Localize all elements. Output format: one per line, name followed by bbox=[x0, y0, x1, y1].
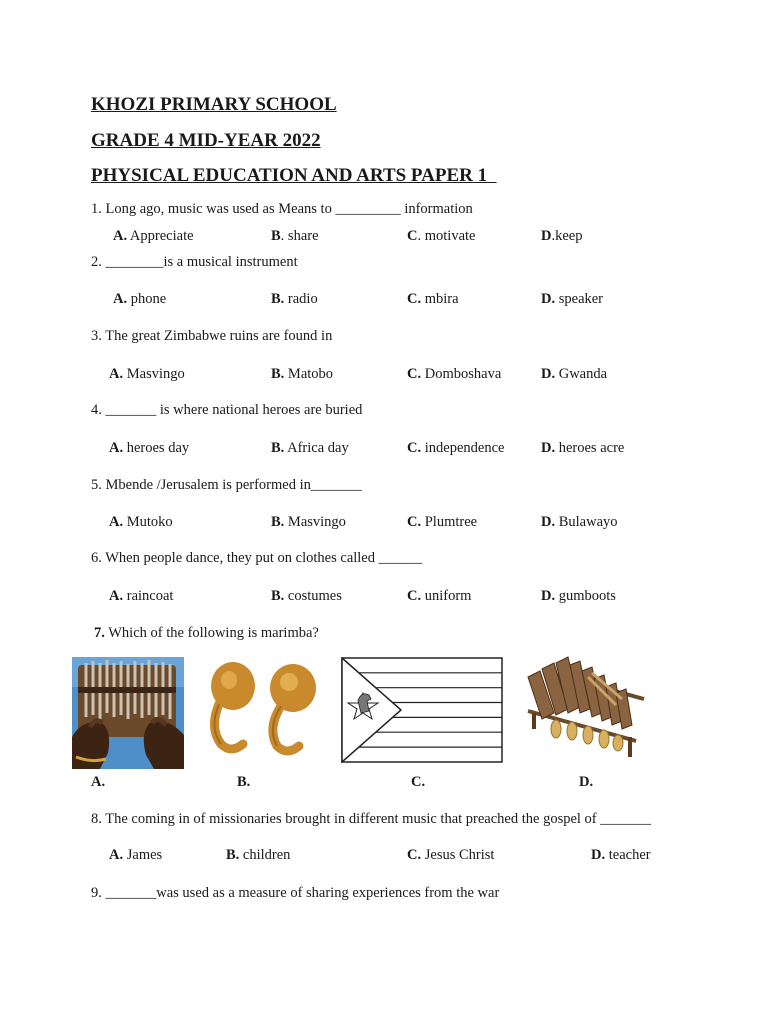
question-4-text: 4. _______ is where national heroes are buried bbox=[91, 402, 363, 418]
q3-option-b: B. Matobo bbox=[271, 366, 334, 382]
q8-option-c: C. Jesus Christ bbox=[407, 847, 495, 863]
q2-option-b: B. radio bbox=[271, 291, 318, 307]
q4-option-d: D. heroes acre bbox=[541, 440, 625, 456]
mbira-image bbox=[72, 657, 184, 769]
school-title: KHOZI PRIMARY SCHOOL bbox=[91, 94, 337, 115]
q2-option-d: D. speaker bbox=[541, 291, 604, 307]
question-7-text: 7. Which of the following is marimba? bbox=[94, 625, 319, 641]
question-6-text: 6. When people dance, they put on clothes called ______ bbox=[91, 550, 423, 566]
q3-option-a: A. Masvingo bbox=[109, 366, 185, 382]
q1-option-c: C. motivate bbox=[407, 228, 476, 244]
q6-option-b: B. costumes bbox=[271, 588, 342, 604]
question-1-text: 1. Long ago, music was used as Means to _________ information bbox=[91, 201, 473, 217]
gourd-rattles-image bbox=[203, 658, 323, 758]
q5-option-d: D. Bulawayo bbox=[541, 514, 618, 530]
question-5-text: 5. Mbende /Jerusalem is performed in_______ bbox=[91, 477, 362, 493]
question-8-text: 8. The coming in of missionaries brought in different music that preached the gospel of _______ bbox=[91, 811, 652, 827]
q6-option-a: A. raincoat bbox=[109, 588, 174, 604]
q7-label-b: B. bbox=[237, 774, 251, 790]
q8-option-d: D. teacher bbox=[591, 847, 651, 863]
q2-option-c: C. mbira bbox=[407, 291, 459, 307]
question-3-text: 3. The great Zimbabwe ruins are found in bbox=[91, 328, 333, 344]
zimbabwe-flag-image bbox=[341, 657, 503, 763]
grade-title: GRADE 4 MID-YEAR 2022 bbox=[91, 130, 321, 151]
paper-title: PHYSICAL EDUCATION AND ARTS PAPER 1 bbox=[91, 165, 488, 186]
q4-option-c: C. independence bbox=[407, 440, 505, 456]
q1-option-a: A. Appreciate bbox=[113, 228, 194, 244]
q8-option-b: B. children bbox=[226, 847, 291, 863]
question-2-text: 2. ________is a musical instrument bbox=[91, 254, 298, 270]
question-9-text: 9. _______was used as a measure of sharing experiences from the war bbox=[91, 885, 500, 901]
q1-option-d: D.keep bbox=[541, 228, 583, 244]
q8-option-a: A. James bbox=[109, 847, 163, 863]
q4-option-b: B. Africa day bbox=[271, 440, 349, 456]
q1-option-b: B. share bbox=[271, 228, 319, 244]
marimba-image bbox=[518, 633, 648, 763]
q6-option-d: D. gumboots bbox=[541, 588, 616, 604]
q5-option-a: A. Mutoko bbox=[109, 514, 173, 530]
q5-option-c: C. Plumtree bbox=[407, 514, 478, 530]
q7-label-a: A. bbox=[91, 774, 106, 790]
q7-label-d: D. bbox=[579, 774, 594, 790]
q3-option-d: D. Gwanda bbox=[541, 366, 608, 382]
q5-option-b: B. Masvingo bbox=[271, 514, 346, 530]
q6-option-c: C. uniform bbox=[407, 588, 472, 604]
q4-option-a: A. heroes day bbox=[109, 440, 190, 456]
q7-label-c: C. bbox=[411, 774, 426, 790]
q3-option-c: C. Domboshava bbox=[407, 366, 502, 382]
q2-option-a: A. phone bbox=[113, 291, 167, 307]
